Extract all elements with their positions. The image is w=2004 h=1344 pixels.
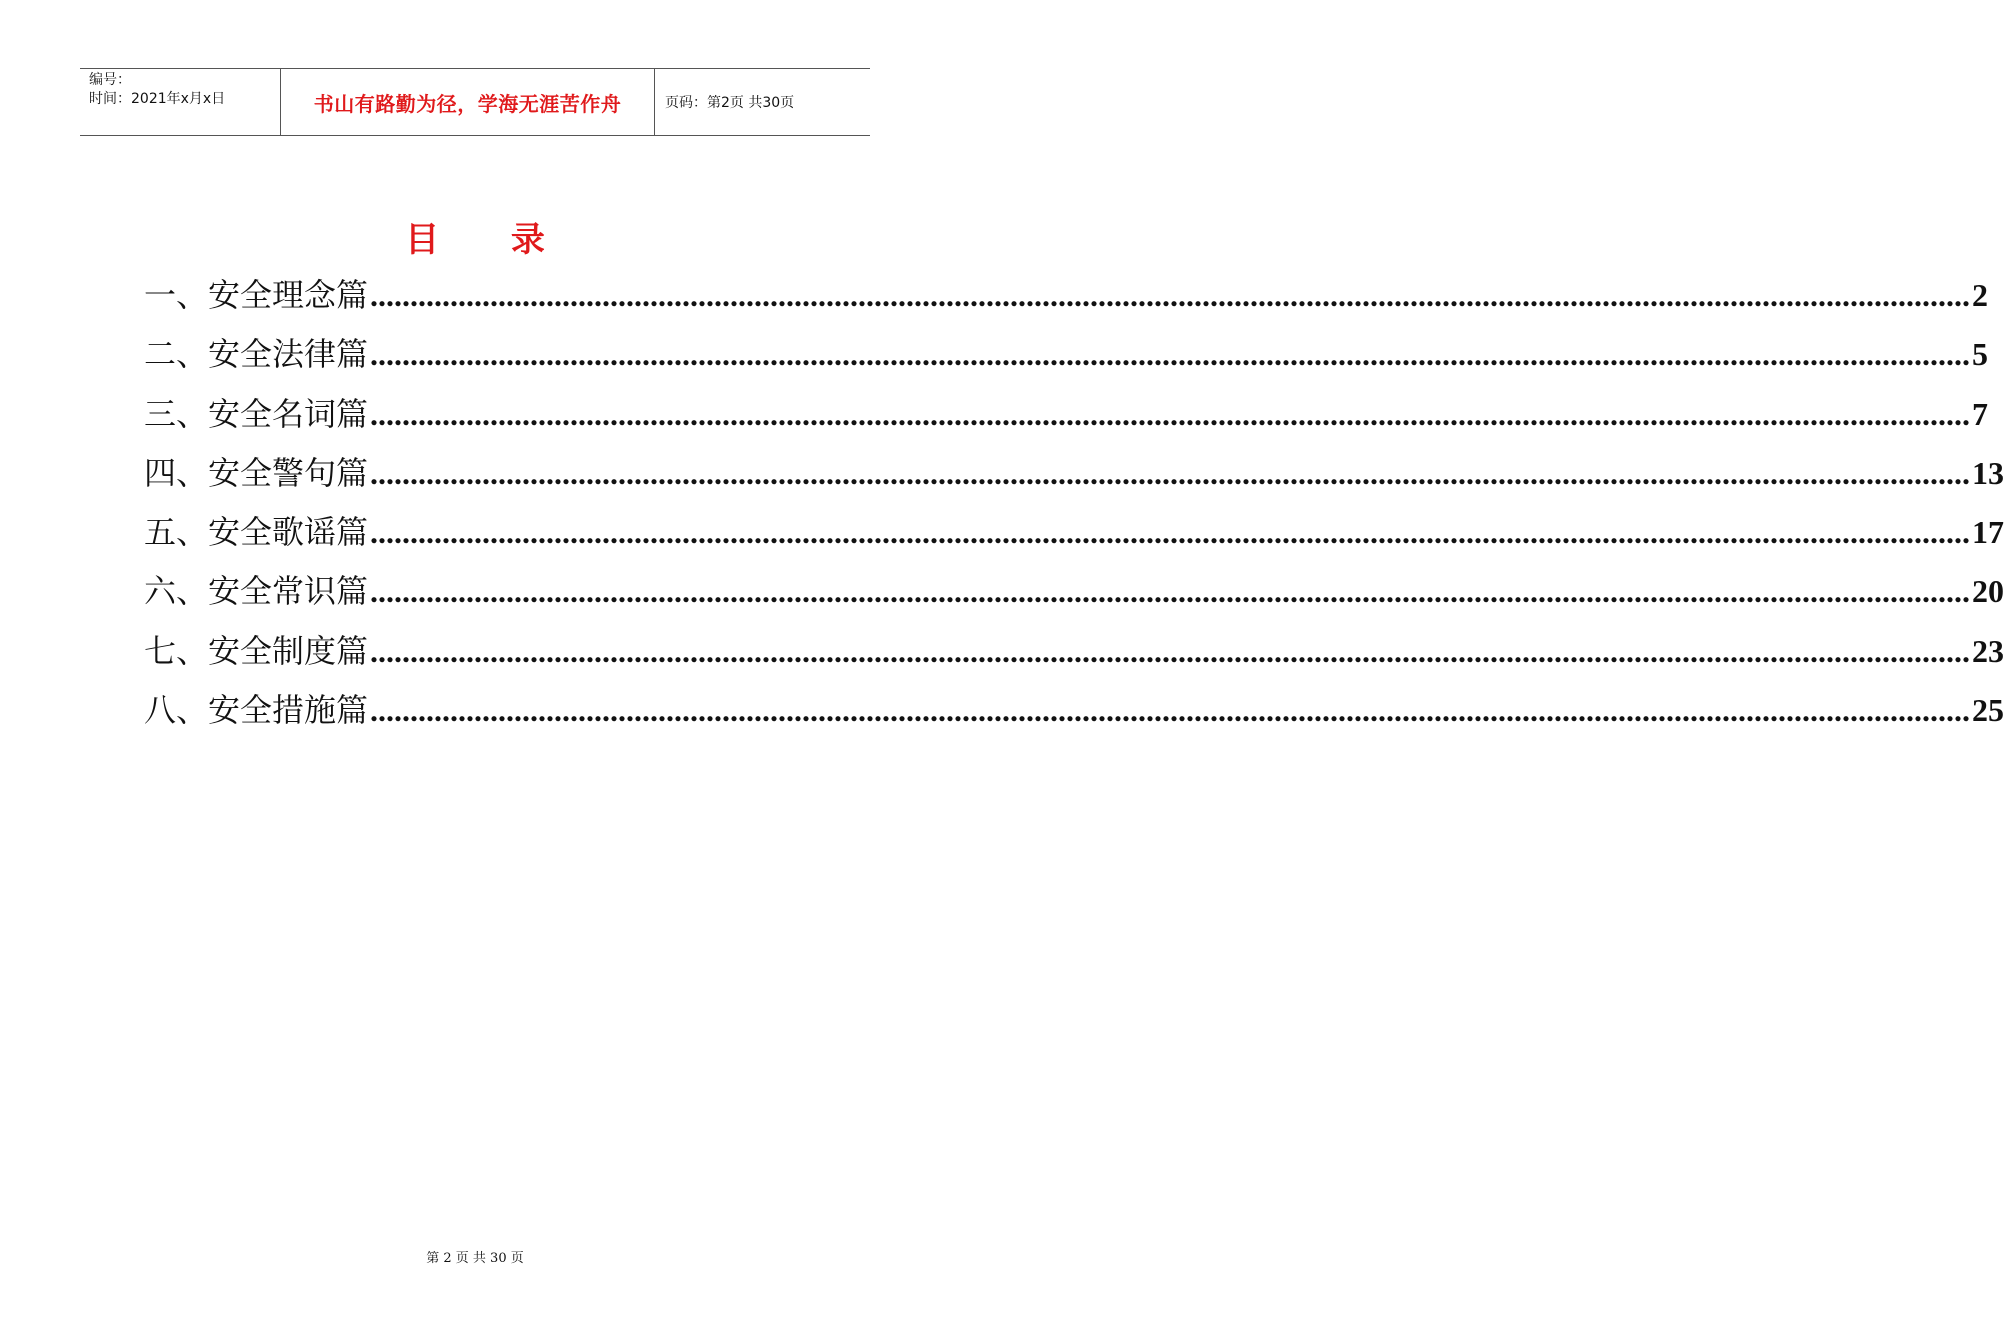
- page-header: [80, 68, 870, 136]
- toc-entry[interactable]: [144, 448, 2004, 507]
- toc-leader-dots: ........................................................................................................................................................................................................: [370, 454, 1971, 491]
- toc-leader-dots: ........................................................................................................................................................................................................: [370, 692, 1971, 729]
- toc-entry-page: 23: [1972, 632, 2004, 669]
- toc-entry[interactable]: [144, 685, 2004, 744]
- toc-entry-page: 7: [1972, 395, 1989, 432]
- toc-leader-dots: ........................................................................................................................................................................................................: [370, 336, 1971, 373]
- toc-entry[interactable]: [144, 270, 1989, 329]
- toc-entry-label: 三、安全名词篇: [144, 394, 369, 433]
- toc-entry-page: 5: [1972, 336, 1989, 373]
- toc-leader-dots: ........................................................................................................................................................................................................: [370, 573, 1971, 610]
- toc-entry[interactable]: [144, 507, 2004, 566]
- toc-entry-page: 17: [1972, 514, 2004, 551]
- toc-entry-label: 七、安全制度篇: [144, 631, 369, 670]
- document-time-label: 时间：2021年x月x日: [89, 91, 226, 107]
- table-of-contents: [144, 270, 2004, 744]
- toc-entry-label: 六、安全常识篇: [144, 572, 369, 611]
- toc-entry[interactable]: [144, 566, 2004, 625]
- toc-entry-label: 四、安全警句篇: [144, 453, 369, 492]
- header-meta-cell: [80, 69, 281, 135]
- toc-entry[interactable]: [144, 389, 1989, 448]
- toc-leader-dots: ........................................................................................................................................................................................................: [370, 514, 1971, 551]
- page-footer: 第 2 页 共 30 页: [426, 1251, 524, 1266]
- toc-leader-dots: ........................................................................................................................................................................................................: [370, 632, 1971, 669]
- toc-entry-label: 一、安全理念篇: [144, 276, 369, 314]
- toc-entry[interactable]: [144, 329, 1989, 388]
- toc-entry-label: 八、安全措施篇: [144, 691, 369, 730]
- toc-entry-label: 二、安全法律篇: [144, 335, 369, 374]
- toc-leader-dots: ........................................................................................................................................................................................................: [370, 277, 1971, 313]
- toc-entry[interactable]: [144, 626, 2004, 685]
- toc-entry-page: 25: [1972, 692, 2004, 729]
- toc-entry-page: 20: [1972, 573, 2004, 610]
- toc-entry-page: 2: [1972, 277, 1989, 313]
- header-page-info: 页码：第2页 共30页: [665, 95, 795, 111]
- toc-title: 目 录: [405, 220, 575, 260]
- toc-leader-dots: ........................................................................................................................................................................................................: [370, 395, 1971, 432]
- header-motto: 书山有路勤为径，学海无涯苦作舟: [281, 69, 655, 135]
- toc-entry-page: 13: [1972, 454, 2004, 491]
- document-number-label: 编号：: [89, 72, 131, 88]
- toc-entry-label: 五、安全歌谣篇: [144, 513, 369, 552]
